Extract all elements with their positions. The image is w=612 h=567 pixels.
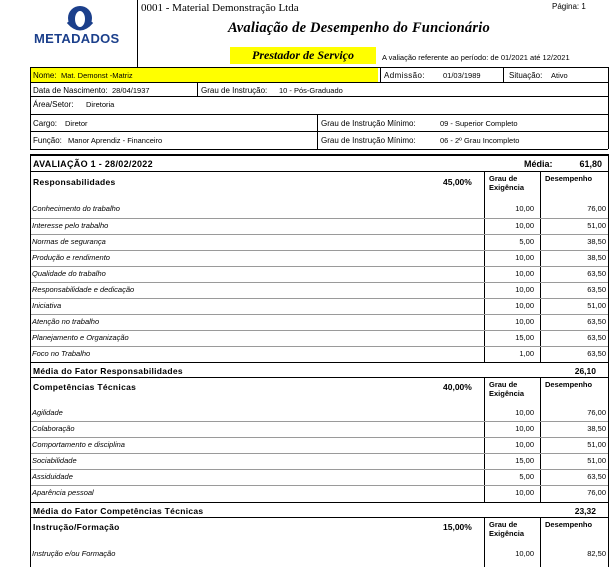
funcao-value: Manor Aprendiz - Financeiro — [68, 136, 163, 145]
item-name: Assiduidade — [32, 472, 73, 481]
situacao-label: Situação: — [509, 71, 543, 80]
item-desempenho: 51,00 — [587, 440, 606, 449]
area-value: Diretoria — [86, 100, 115, 109]
item-name: Sociabilidade — [32, 456, 77, 465]
item-name: Normas de segurança — [32, 237, 106, 246]
table-row — [30, 314, 608, 331]
item-name: Responsabilidade e dedicação — [32, 285, 135, 294]
item-desempenho: 63,50 — [587, 269, 606, 278]
item-desempenho: 63,50 — [587, 333, 606, 342]
area-label: Área/Setor: — [33, 100, 74, 109]
item-grau: 10,00 — [515, 549, 534, 558]
item-grau: 10,00 — [515, 440, 534, 449]
table-row — [30, 469, 608, 486]
evaluation-media-value: 61,80 — [579, 159, 602, 169]
table-row — [30, 405, 608, 422]
item-name: Atenção no trabalho — [32, 317, 100, 326]
item-grau: 10,00 — [515, 285, 534, 294]
admissao-value: 01/03/1989 — [443, 71, 481, 80]
table-row — [30, 266, 608, 283]
table-row — [30, 453, 608, 470]
item-grau: 10,00 — [515, 269, 534, 278]
item-grau: 10,00 — [515, 221, 534, 230]
item-desempenho: 76,00 — [587, 488, 606, 497]
item-grau: 10,00 — [515, 204, 534, 213]
item-desempenho: 38,50 — [587, 424, 606, 433]
item-grau: 10,00 — [515, 488, 534, 497]
item-name: Planejamento e Organização — [32, 333, 129, 342]
table-row — [30, 218, 608, 235]
section-title-instrucao: Instrução/Formação — [33, 522, 120, 532]
col-header-grau-2: Grau de Exigência — [489, 380, 525, 398]
item-name: Foco no Trabalho — [32, 349, 91, 358]
col-header-desempenho-3: Desempenho — [545, 520, 593, 529]
grau-minimo-label-2: Grau de Instrução Mínimo: — [321, 136, 416, 145]
item-name: Interesse pelo trabalho — [32, 221, 109, 230]
section-weight-competencias: 40,00% — [443, 382, 472, 392]
item-desempenho: 63,50 — [587, 285, 606, 294]
section-media-value-competencias: 23,32 — [574, 506, 596, 516]
nome-label: Nome: — [33, 71, 57, 80]
item-name: Qualidade do trabalho — [32, 269, 106, 278]
table-row — [30, 201, 608, 218]
cargo-value: Diretor — [65, 119, 88, 128]
item-name: Agilidade — [32, 408, 63, 417]
funcao-label: Função: — [33, 136, 62, 145]
logo-text: METADADOS — [34, 31, 120, 46]
table-row — [30, 282, 608, 299]
section-media-value-responsabilidades: 26,10 — [574, 366, 596, 376]
col-header-grau-3: Grau de Exigência — [489, 520, 525, 538]
nascimento-value: 28/04/1937 — [112, 86, 150, 95]
item-name: Instrução e/ou Formação — [32, 549, 116, 558]
item-desempenho: 63,50 — [587, 317, 606, 326]
col-header-desempenho-2: Desempenho — [545, 380, 593, 389]
period-text: A valiação referente ao período: de 01/2021 até 12/2021 — [382, 53, 570, 62]
item-grau: 5,00 — [519, 237, 534, 246]
item-desempenho: 76,00 — [587, 204, 606, 213]
grau-minimo-value-2: 06 - 2º Grau Incompleto — [440, 136, 520, 145]
table-row — [30, 346, 608, 363]
item-grau: 5,00 — [519, 472, 534, 481]
item-name: Produção e rendimento — [32, 253, 110, 262]
section-title-responsabilidades: Responsabilidades — [33, 177, 116, 187]
item-name: Iniciativa — [32, 301, 62, 310]
cargo-label: Cargo: — [33, 119, 58, 128]
grau-minimo-label-1: Grau de Instrução Mínimo: — [321, 119, 416, 128]
section-media-label-competencias: Média do Fator Competências Técnicas — [33, 506, 204, 516]
evaluation-media-label: Média: — [524, 159, 553, 169]
section-media-label-responsabilidades: Média do Fator Responsabilidades — [33, 366, 183, 376]
table-row — [30, 298, 608, 315]
item-desempenho: 63,50 — [587, 472, 606, 481]
item-grau: 10,00 — [515, 317, 534, 326]
item-name: Conhecimento do trabalho — [32, 204, 120, 213]
page-number: Página: 1 — [552, 2, 586, 11]
table-row — [30, 437, 608, 454]
item-desempenho: 82,50 — [587, 549, 606, 558]
nome-value: Mat. Demonst -Matriz — [61, 71, 133, 80]
company-name: 0001 - Material Demonstração Ltda — [141, 2, 299, 14]
item-grau: 10,00 — [515, 301, 534, 310]
table-row — [30, 485, 608, 502]
col-header-grau: Grau de Exigência — [489, 174, 525, 192]
table-row — [30, 234, 608, 251]
item-desempenho: 38,50 — [587, 237, 606, 246]
table-row — [30, 421, 608, 438]
section-title-competencias: Competências Técnicas — [33, 382, 137, 392]
item-desempenho: 76,00 — [587, 408, 606, 417]
item-desempenho: 63,50 — [587, 349, 606, 358]
item-grau: 15,00 — [515, 333, 534, 342]
item-desempenho: 51,00 — [587, 301, 606, 310]
grau-instrucao-value: 10 - Pós-Graduado — [279, 86, 343, 95]
item-desempenho: 51,00 — [587, 456, 606, 465]
item-grau: 10,00 — [515, 408, 534, 417]
report-title: Avaliação de Desempenho do Funcionário — [228, 20, 490, 36]
table-row — [30, 546, 608, 563]
company-logo — [30, 2, 130, 46]
item-desempenho: 38,50 — [587, 253, 606, 262]
item-grau: 10,00 — [515, 253, 534, 262]
situacao-value: Ativo — [551, 71, 568, 80]
grau-instrucao-label: Grau de Instrução: — [201, 86, 268, 95]
item-desempenho: 51,00 — [587, 221, 606, 230]
table-row — [30, 250, 608, 267]
item-grau: 1,00 — [519, 349, 534, 358]
item-grau: 10,00 — [515, 424, 534, 433]
admissao-label: Admissão: — [384, 71, 425, 80]
grau-minimo-value-1: 09 - Superior Completo — [440, 119, 518, 128]
section-weight-instrucao: 15,00% — [443, 522, 472, 532]
item-name: Comportamento e disciplina — [32, 440, 125, 449]
item-name: Colaboração — [32, 424, 75, 433]
evaluation-title: AVALIAÇÃO 1 - 28/02/2022 — [33, 159, 153, 169]
col-header-desempenho: Desempenho — [545, 174, 593, 183]
item-name: Aparência pessoal — [32, 488, 94, 497]
nascimento-label: Data de Nascimento: — [33, 86, 108, 95]
item-grau: 15,00 — [515, 456, 534, 465]
section-weight-responsabilidades: 45,00% — [443, 177, 472, 187]
report-subtitle: Prestador de Serviço — [230, 47, 376, 64]
table-row — [30, 330, 608, 347]
